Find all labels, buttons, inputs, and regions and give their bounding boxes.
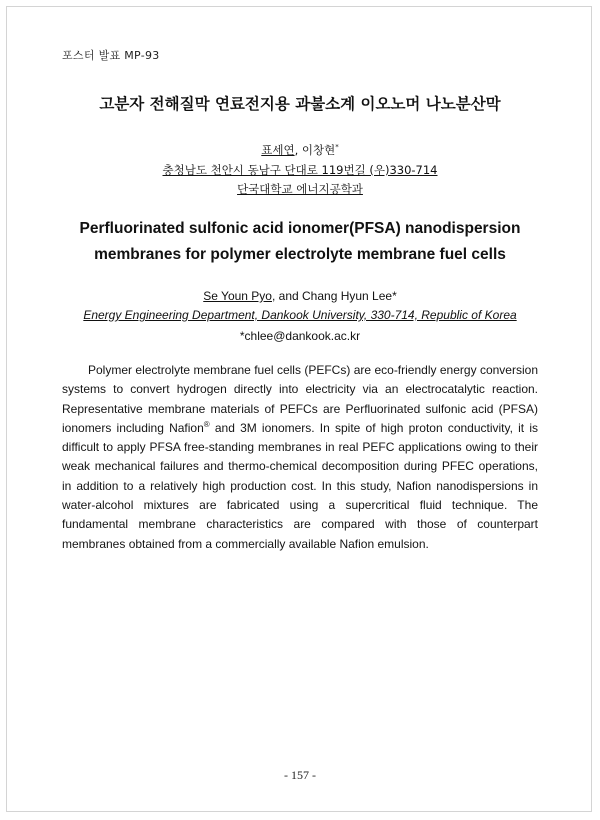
- korean-author-1: 표세연: [261, 143, 295, 157]
- korean-author-separator: ,: [294, 143, 302, 157]
- korean-authors: [0, 142, 600, 158]
- english-author-2: Chang Hyun Lee*: [302, 289, 397, 303]
- korean-title: 고분자 전해질막 연료전지용 과불소계 이오노머 나노분산막: [99, 95, 501, 113]
- session-label: 포스터 발표 MP-93: [62, 49, 160, 62]
- korean-author-2: 이창현: [301, 143, 336, 157]
- english-title-line-2: membranes for polymer electrolyte membrane fuel cells: [94, 246, 506, 263]
- author-email: *chlee@dankook.ac.kr: [239, 329, 361, 343]
- korean-address: 충청남도 천안시 동남구 단대로 119번길 (우)330-714: [162, 163, 438, 177]
- registered-trademark: ®: [203, 419, 210, 429]
- english-author-connector: , and: [271, 289, 303, 303]
- corresponding-mark: *: [335, 143, 339, 152]
- abstract-paragraph: [62, 361, 538, 554]
- english-author-1: Se Youn Pyo: [203, 289, 272, 303]
- english-title: [60, 216, 540, 268]
- english-affiliation: Energy Engineering Department, Dankook University, 330-714, Republic of Korea: [83, 308, 517, 322]
- english-authors: [0, 289, 600, 303]
- abstract-text-part-1: Polymer electrolyte membrane fuel cells (PEFCs) are eco-friendly energy conversion systems to convert hydrogen directly into electricity via an electrocatalytic reaction. Representative membrane materials of PEFCs are Perfluorinated sulfonic acid (PFSA) ionomers including Nafion: [62, 363, 538, 435]
- page-number: - 157 -: [284, 768, 316, 782]
- english-title-line-1: Perfluorinated sulfonic acid ionomer(PFSA) nanodispersion: [79, 220, 521, 237]
- abstract-text-part-2: and 3M ionomers. In spite of high proton conductivity, it is difficult to apply PFSA free-standing membranes in real PEFC applications owing to their weak mechanical failures and thermo-chemical decomposition during PFEC operations, in addition to a relatively high production cost. In this study, Nafion nanodispersions in water-alcohol mixtures are fabricated using a supercritical fluid technique. The fundamental membrane characteristics are compared with those of counterpart membranes obtained from a commercially available Nafion emulsion.: [62, 420, 538, 551]
- korean-department: 단국대학교 에너지공학과: [237, 182, 363, 196]
